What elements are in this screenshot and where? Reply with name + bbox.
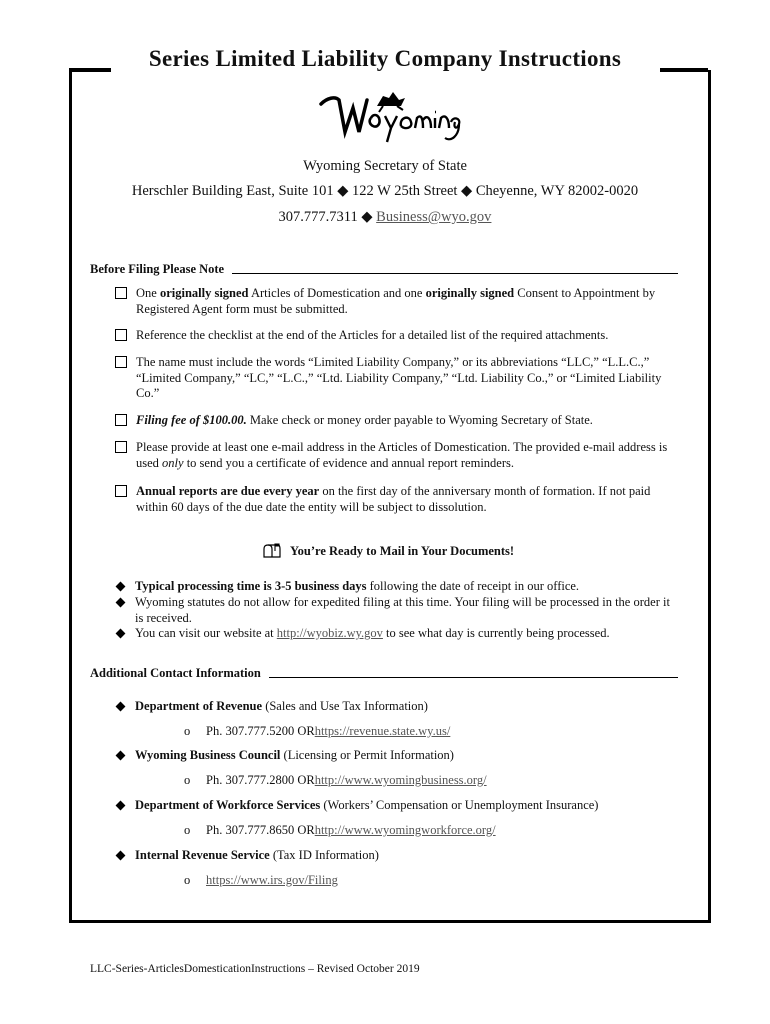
- irs-link[interactable]: https://www.irs.gov/Filing: [206, 873, 338, 887]
- checklist-item-reference: Reference the checklist at the end of the Articles for a detailed list of the required attachments.: [115, 328, 675, 344]
- diamond-icon: ◆: [461, 183, 473, 199]
- revenue-link[interactable]: https://revenue.state.wy.us/: [314, 724, 451, 738]
- checkbox-icon: [115, 287, 127, 299]
- mail-heading: You’re Ready to Mail in Your Documents!: [262, 543, 514, 559]
- before-filing-heading: Before Filing Please Note: [90, 262, 678, 277]
- diamond-bullet-icon: [116, 598, 126, 608]
- diamond-bullet-icon: [116, 751, 126, 761]
- checklist-item-signed: One originally signed Articles of Domestication and one originally signed Consent to Appointment by Registered Agent form must be submitted.: [115, 286, 675, 317]
- wyobiz-link[interactable]: http://wyobiz.wy.gov: [276, 626, 383, 640]
- contact-revenue-phone: o Ph. 307.777.5200 OR https://revenue.state.wy.us/: [184, 724, 451, 738]
- diamond-icon: ◆: [337, 183, 349, 199]
- mailbox-icon: [262, 543, 282, 559]
- circle-bullet-icon: o: [184, 823, 191, 837]
- office-address: Herschler Building East, Suite 101 ◆ 122 W 25th Street ◆ Cheyenne, WY 82002-0020: [131, 183, 639, 199]
- mail-item-website: You can visit our website at http://wyobiz.wy.gov to see what day is currently being processed.: [115, 626, 675, 642]
- diamond-bullet-icon: [116, 851, 126, 861]
- office-contact: 307.777.7311 ◆ Business@wyo.gov: [278, 209, 492, 225]
- page-title: Series Limited Liability Company Instructions: [0, 46, 770, 72]
- diamond-bullet-icon: [116, 801, 126, 811]
- checklist-item-name: The name must include the words “Limited Liability Company,” or its abbreviations “LLC,” “L.L.C.,” “Limited Company,” “LC,” “L.C.,” “Ltd. Liability Company,” “Ltd. Liability Co.,” or “Limited Liability Co.”: [115, 355, 675, 402]
- contact-irs: Internal Revenue Service (Tax ID Information): [115, 848, 675, 864]
- checklist-item-annual: Annual reports are due every year on the first day of the anniversary month of formation. If not paid within 60 days of the due date the entity will be subject to dissolution.: [115, 484, 675, 515]
- circle-bullet-icon: o: [184, 724, 191, 738]
- wyoming-logo: [313, 88, 463, 146]
- checkbox-icon: [115, 441, 127, 453]
- contact-business-council-phone: o Ph. 307.777.2800 OR http://www.wyomingbusiness.org/: [184, 773, 487, 787]
- diamond-bullet-icon: [116, 702, 126, 712]
- footer-revision: LLC-Series-ArticlesDomesticationInstructions – Revised October 2019: [90, 963, 420, 975]
- contact-workforce-phone: o Ph. 307.777.8650 OR http://www.wyomingworkforce.org/: [184, 823, 496, 837]
- workforce-link[interactable]: http://www.wyomingworkforce.org/: [314, 823, 496, 837]
- office-name: Wyoming Secretary of State: [303, 158, 467, 174]
- checklist-item-email: Please provide at least one e-mail address in the Articles of Domestication. The provided e-mail address is used only to send you a certificate of evidence and annual report reminders.: [115, 440, 675, 471]
- contacts-heading: Additional Contact Information: [90, 666, 678, 681]
- contact-revenue: Department of Revenue (Sales and Use Tax Information): [115, 699, 675, 715]
- checkbox-icon: [115, 414, 127, 426]
- mail-item-statutes: Wyoming statutes do not allow for expedited filing at this time. Your filing will be processed in the order it is received.: [115, 595, 675, 626]
- checkbox-icon: [115, 356, 127, 368]
- contact-irs-link-row: [184, 873, 338, 888]
- diamond-bullet-icon: [116, 582, 126, 592]
- contact-workforce: Department of Workforce Services (Workers’ Compensation or Unemployment Insurance): [115, 798, 675, 814]
- checkbox-icon: [115, 485, 127, 497]
- email-link[interactable]: Business@wyo.gov: [376, 209, 492, 225]
- diamond-bullet-icon: [116, 629, 126, 639]
- circle-bullet-icon: o: [184, 773, 191, 787]
- business-council-link[interactable]: http://www.wyomingbusiness.org/: [314, 773, 487, 787]
- circle-bullet-icon: o: [184, 873, 191, 887]
- contact-business-council: Wyoming Business Council (Licensing or Permit Information): [115, 748, 675, 764]
- checkbox-icon: [115, 329, 127, 341]
- diamond-icon: ◆: [361, 209, 373, 225]
- mail-item-processing: Typical processing time is 3-5 business days following the date of receipt in our office.: [115, 579, 675, 595]
- checklist-item-fee: Filing fee of $100.00. Make check or money order payable to Wyoming Secretary of State.: [115, 413, 675, 429]
